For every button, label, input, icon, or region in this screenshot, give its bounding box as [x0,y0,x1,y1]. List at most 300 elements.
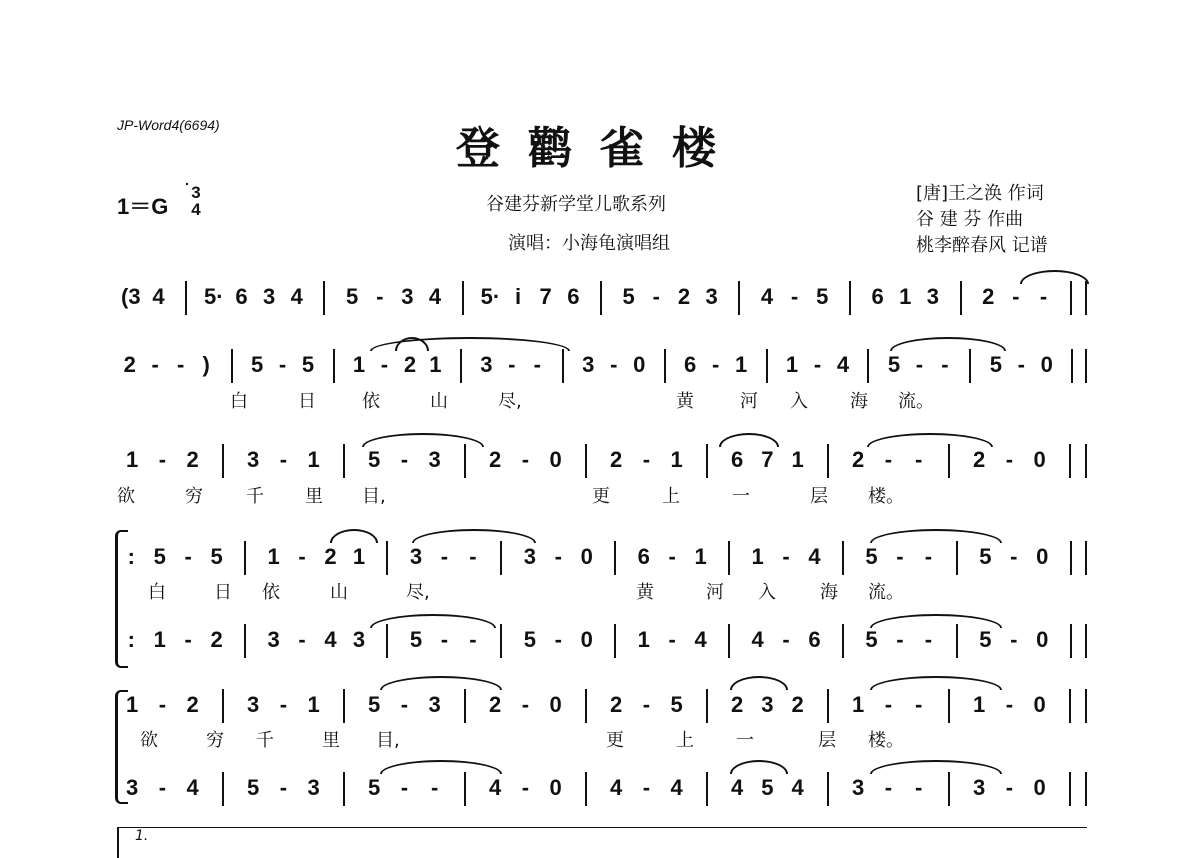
note: 3 [428,447,441,472]
dash-note: - [380,352,389,377]
composer-credit: 谷 建 芬 作曲 [916,209,1024,230]
note: 5 [979,627,992,652]
lyric-word: 依 [362,391,380,412]
note: 3 [428,692,441,717]
end-bar-line [1085,624,1087,658]
dash-note: - [668,544,676,569]
bar-line [728,541,730,575]
lyric-word: 海 [850,391,868,412]
dash-note: - [440,544,449,569]
note: 4 [808,544,821,569]
dash-note: - [790,284,799,309]
lyric-word: 海 [820,582,838,603]
note: 1 [734,352,748,377]
note: 2 [610,692,623,717]
note: 1 [899,284,912,309]
note: 0 [1036,627,1049,652]
note: 2 [403,352,417,377]
note: 3 [480,352,493,377]
note: 5 [210,544,223,569]
note: 7 [761,447,774,472]
slur-arc [867,433,993,447]
note: 5· [204,284,224,309]
note: 2 [731,692,744,717]
dash-note: - [668,627,676,652]
dash-note: - [278,352,287,377]
dash-note: - [941,352,949,377]
note: 3 [267,627,280,652]
dash-note: - [1010,627,1018,652]
note: 4 [290,284,303,309]
lyric-word: 上 [676,730,694,751]
score-line-2 [0,351,1200,391]
note: 1 [694,544,707,569]
dash-note: - [400,692,409,717]
dash-note: - [400,447,409,472]
note: 3 [926,284,939,309]
bar-line [827,444,829,478]
dash-note: - [184,627,192,652]
bar-line [343,772,345,806]
note: 5 [345,284,359,309]
bar-line [500,624,502,658]
slur-arc [870,614,1002,628]
dash-note: - [521,775,530,800]
bar-line [343,444,345,478]
dash-note: - [711,352,720,377]
slur-arc [870,529,1002,543]
note: i [514,284,522,309]
lyric-word: 山 [430,391,448,412]
bar-line [244,541,246,575]
note: 5 [247,775,260,800]
bar-line [460,349,462,383]
lyric-word: 入 [790,391,808,412]
slur-arc [412,529,536,543]
bar-line [728,624,730,658]
note: 2 [489,447,502,472]
note: 5 [816,284,829,309]
bar-line [614,624,616,658]
bar-line [464,444,466,478]
dash-note: - [884,447,893,472]
dash-note: - [1005,447,1014,472]
time-signature [186,184,206,218]
dash-note: - [610,352,618,377]
lyric-word: 千 [256,730,274,751]
note: 1 [352,544,366,569]
note: 5 [301,352,315,377]
note: 6 [235,284,248,309]
note: 2 [210,627,223,652]
slur-arc [870,760,1002,774]
dash-note: - [884,692,893,717]
bar-line [1070,624,1072,658]
dash-note: - [554,544,562,569]
dash-note: - [813,352,822,377]
note: 1 [785,352,799,377]
meter-top: 3 [191,183,201,202]
lyric-word: 尽, [498,391,522,412]
dash-note: - [184,544,192,569]
bar-line [969,349,971,383]
score-line-4 [0,543,1200,583]
note: 2 [677,284,691,309]
bar-line [706,689,708,723]
meter-line [186,183,188,185]
dash-note: - [158,775,167,800]
slur-arc [890,337,1006,351]
note: 1 [429,352,442,377]
meter-bottom: 4 [191,200,201,219]
note: 5 [865,627,878,652]
note: 5 [368,447,381,472]
bar-line [827,772,829,806]
note: 0 [580,627,593,652]
end-bar-line [1085,444,1087,478]
note: 4 [152,284,165,309]
score-line-7 [0,774,1200,814]
lyric-word: 欲 [117,486,135,507]
note: 1 [973,692,986,717]
lyric-word: 白 [148,582,166,603]
lyric-word: 穷 [185,486,203,507]
note: 1 [126,447,139,472]
note: 1 [126,692,139,717]
lyric-word: 更 [592,486,610,507]
lyric-word: 流。 [868,582,904,603]
note: 3 [523,544,536,569]
lyric-word: 入 [758,582,776,603]
note: 6 [808,627,821,652]
note: 6 [567,284,580,309]
bar-line [842,624,844,658]
note: 1 [352,352,366,377]
volta-bracket [117,827,1087,858]
bar-line [827,689,829,723]
score-line-1 [0,283,1200,323]
bar-line [323,281,325,315]
note: 1 [307,447,320,472]
bar-line [1070,281,1072,315]
note: 3 [126,775,139,800]
bar-line [386,541,388,575]
note: : [127,544,135,569]
bar-line [500,541,502,575]
dash-note: - [896,627,904,652]
dash-note: - [151,352,159,377]
lyric-word: 层 [810,486,828,507]
note: 6 [871,284,884,309]
note: 4 [670,775,683,800]
note: 5 [761,775,774,800]
note: 1 [637,627,650,652]
note: 3 [582,352,595,377]
note: 0 [1033,775,1046,800]
lyric-word: 流。 [898,391,934,412]
end-bar-line [1085,349,1087,383]
dash-note: - [782,544,790,569]
bar-line [738,281,740,315]
note: 3 [247,447,260,472]
note: 0 [1033,447,1046,472]
note: 0 [549,692,562,717]
note: 3 [973,775,986,800]
bar-line [343,689,345,723]
note: 1 [153,627,166,652]
slur-arc [730,760,788,774]
lyric-word: 山 [330,582,348,603]
slur-arc [730,676,788,690]
dash-note: - [915,352,924,377]
note: 5 [989,352,1002,377]
bar-line [614,541,616,575]
dash-note: - [430,775,439,800]
score-line-6 [0,691,1200,731]
lyric-word: 楼。 [868,730,904,751]
note: 2 [852,447,865,472]
note: 5 [622,284,635,309]
note: 3 [852,775,865,800]
note: 6 [684,352,697,377]
lyric-word: 目, [376,730,400,751]
slur-arc [380,760,502,774]
note: 3 [247,692,260,717]
bar-line [664,349,666,383]
bar-line [600,281,602,315]
end-bar-line [1085,772,1087,806]
bar-line [222,444,224,478]
bar-line [766,349,768,383]
note: 4 [610,775,623,800]
bar-line [706,444,708,478]
bar-line [1069,772,1071,806]
dash-note: - [652,284,660,309]
bar-line [222,689,224,723]
score-line-5 [0,626,1200,666]
lyric-word: 白 [230,391,248,412]
slur-arc [380,676,502,690]
note: 2 [186,447,199,472]
lyric-word: 里 [322,730,340,751]
dash-note: - [177,352,185,377]
bar-line [185,281,187,315]
note: 5 [368,692,381,717]
bar-line [1069,689,1071,723]
note: 4 [751,627,764,652]
note: 4 [694,627,707,652]
software-label: JP-Word4(6694) [117,117,220,133]
dash-note: - [914,692,923,717]
lyric-word: 楼。 [868,486,904,507]
bar-line [1070,541,1072,575]
lyric-word: 黄 [636,582,654,603]
lyric-word: 日 [298,391,316,412]
slur-arc [719,433,779,447]
dash-note: - [158,447,167,472]
dash-note: - [469,544,477,569]
end-bar-line [1085,281,1087,315]
bar-line [1069,444,1071,478]
lyric-word: 尽, [406,582,430,603]
note: 0 [1040,352,1053,377]
note: : [127,627,135,652]
lyric-word: 目, [362,486,386,507]
key-signature: 1＝G [117,194,169,219]
note: 2 [973,447,986,472]
note: 3 [705,284,718,309]
note: 0 [1036,544,1049,569]
note: 2 [489,692,502,717]
note: 5· [480,284,501,309]
dash-note: - [400,775,409,800]
dash-note: - [279,775,288,800]
dash-note: - [521,692,530,717]
song-title: 登鹳雀楼 [456,123,744,174]
lyric-word: 层 [818,730,836,751]
singer-label: 演唱：小海龟演唱组 [508,233,670,254]
note: 5 [368,775,381,800]
bar-line [462,281,464,315]
bar-line [948,689,950,723]
bar-line [867,349,869,383]
note: 2 [610,447,623,472]
dash-note: - [1005,692,1014,717]
note: 2 [791,692,804,717]
note: 0 [580,544,593,569]
bar-line [386,624,388,658]
dash-note: - [469,627,477,652]
note: 0 [1033,692,1046,717]
dash-note: - [1005,775,1014,800]
bar-line [333,349,335,383]
note: 5 [865,544,878,569]
volta-label: 1. [135,828,149,844]
dash-note: - [158,692,167,717]
note: 1 [852,692,865,717]
dash-note: - [298,544,306,569]
note: 4 [186,775,199,800]
dash-note: - [1012,284,1020,309]
dash-note: - [1039,284,1048,309]
note: 3 [409,544,423,569]
dash-note: - [279,447,288,472]
system-brace [115,690,128,804]
bar-line [585,689,587,723]
lyric-word: 河 [740,391,758,412]
dash-note: - [642,447,651,472]
dash-note: - [884,775,893,800]
slur-arc [370,614,496,628]
dash-note: - [554,627,562,652]
slur-arc [870,676,1002,690]
note: 5 [979,544,992,569]
note: 7 [539,284,552,309]
lyric-word: 更 [606,730,624,751]
lyric-word: 穷 [206,730,224,751]
note: 4 [489,775,502,800]
lyric-word: 里 [305,486,323,507]
dash-note: - [914,447,923,472]
note: 6 [731,447,744,472]
lyric-word: 一 [732,486,750,507]
lyric-word: 依 [262,582,280,603]
dash-note: - [642,692,651,717]
note: 4 [324,627,337,652]
note: 5 [153,544,166,569]
note: 1 [307,692,320,717]
bar-line [956,624,958,658]
lyric-word: 黄 [676,391,694,412]
note: 0 [549,447,562,472]
slur-arc [1020,270,1089,284]
bar-line [231,349,233,383]
bar-line [960,281,962,315]
note: 5 [887,352,901,377]
bar-line [849,281,851,315]
note: 2 [982,284,995,309]
dash-note: - [376,284,384,309]
dash-note: - [914,775,923,800]
system-brace [115,530,128,668]
note: 2 [186,692,199,717]
note: 3 [307,775,320,800]
dash-note: - [1017,352,1025,377]
bar-line [585,772,587,806]
note: 4 [836,352,850,377]
dash-note: - [924,544,933,569]
slur-arc [330,529,378,543]
lyricist-credit: [唐]王之涣 作词 [916,183,1044,204]
note: 5 [670,692,683,717]
end-bar-line [1085,689,1087,723]
note: 0 [549,775,562,800]
lyric-word: 欲 [140,730,158,751]
dash-note: - [521,447,530,472]
note: 1 [791,447,804,472]
dash-note: - [508,352,516,377]
dash-note: - [298,627,306,652]
series-label: 谷建芬新学堂儿歌系列 [486,194,666,215]
note: 4 [791,775,804,800]
bar-line [1071,349,1073,383]
bar-line [585,444,587,478]
lyric-word: 千 [246,486,264,507]
note: 5 [409,627,423,652]
note: 4 [760,284,774,309]
note: 3 [761,692,774,717]
note: (3 [121,284,141,309]
bar-line [948,772,950,806]
note: 3 [352,627,366,652]
transcriber-credit: 桃李醉春风 记谱 [916,235,1048,256]
note: ) [202,352,210,377]
lyric-word: 上 [662,486,680,507]
note: 1 [267,544,280,569]
note: 5 [250,352,264,377]
note: 2 [324,544,337,569]
bar-line [842,541,844,575]
slur-arc [362,433,484,447]
bar-line [464,772,466,806]
dash-note: - [533,352,541,377]
bar-line [706,772,708,806]
bar-line [222,772,224,806]
dash-note: - [782,627,790,652]
note: 3 [401,284,414,309]
note: 3 [262,284,276,309]
note: 0 [633,352,646,377]
